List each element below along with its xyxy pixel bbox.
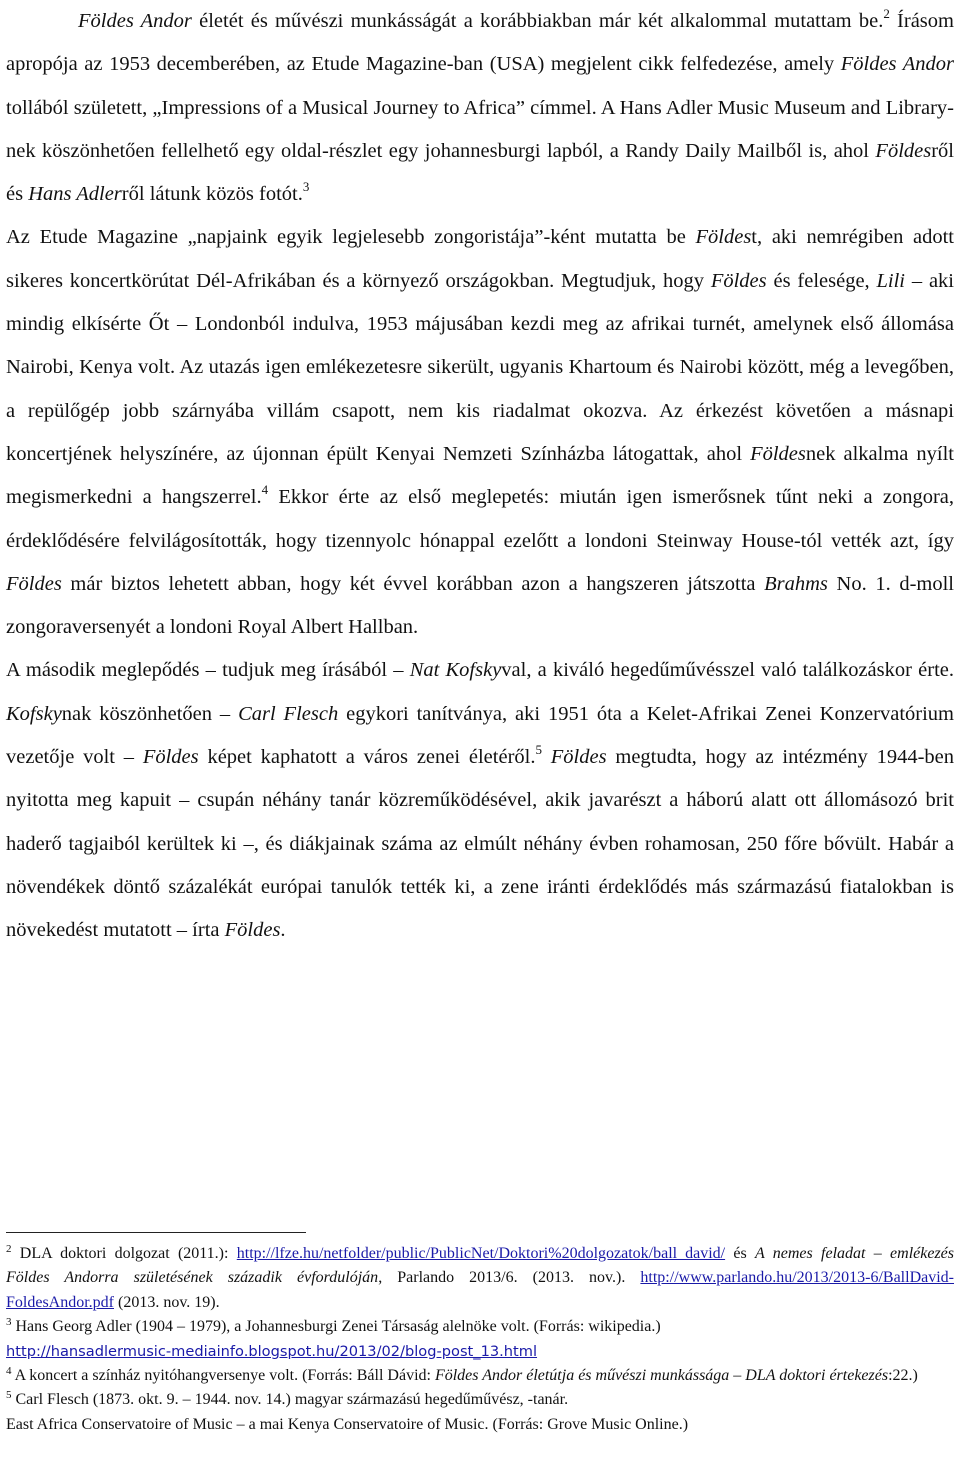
footnote-ref-4[interactable]: 4 (261, 482, 269, 498)
text-span: ről és (6, 139, 954, 206)
body-text (6, 0, 954, 953)
text-span: t, aki nemrégiben adott sikeres koncertkörútat Dél-Afrikában és a környező országokban. Megtudjuk, hogy (6, 226, 955, 292)
text-span: Földes (142, 746, 199, 769)
text-span: , Parlando 2013/6. (2013. nov.). (378, 1269, 641, 1287)
footnote-number: 4 (6, 1365, 12, 1378)
text-span: megtudta, hogy az intézmény 1944-ben nyitotta meg kapuit – csupán néhány tanár közreműködésével, akik javarészt a háború alatt ott állomásozó brit haderő tagjaiból kerültek ki –, és diákjainak száma az elmúlt néhány évben rohamosan, 250 főre bővült. Habár a növendékek döntő százalékát európai tanulók tették ki, a zene iránti érdeklődés más származású fiatalokban is növekedést mutatott – írta (6, 746, 955, 942)
text-span: már biztos lehetett abban, hogy két évvel korábban azon a hangszeren játszotta (61, 572, 765, 595)
text-span: képet kaphatott a város zenei életéről. (198, 746, 536, 769)
page (6, 0, 954, 953)
text-span: – aki mindig elkísérte Őt – Londonból indulva, 1953 májusában kezdi meg az afrikai turnét, amelynek első állomása Nairobi, Kenya volt. Az utazás igen emlékezetesre sikerült, ugyanis Khartoum és Nairobi között, még a levegőben, a repülőgép jobb szárnyába villám csapott, nem kis riadalmat okozva. Az érkezést követően a másnapi koncertjének helyszínére, az újonnan épült Kenyai Nemzeti Színházba látogattak, ahol (6, 269, 954, 465)
text-span: ről látunk közös fotót. (121, 183, 303, 206)
footnote-5 (6, 1388, 954, 1437)
text-span: Földes Andor (78, 10, 192, 32)
text-span: . (280, 919, 286, 942)
text-span: :22.) (888, 1367, 918, 1385)
text-span: val, a kiváló hegedűművésszel való találkozáskor érte. (501, 659, 954, 682)
text-span: Brahms (764, 572, 828, 595)
text-span: Földes (695, 226, 752, 249)
text-span: A koncert a színház nyitóhangversenye volt. (Forrás: Báll Dávid: (11, 1367, 435, 1385)
text-span: nak köszönhetően – (61, 702, 239, 725)
text-span: és felesége, (766, 269, 877, 292)
text-span: egykori tanítványa, aki 1951 óta a Kelet-Afrikai Zenei Konzervatórium vezetője volt – (6, 702, 954, 769)
paragraph-1 (6, 0, 954, 216)
footnote-4 (6, 1364, 954, 1388)
text-span: No. 1. d-moll zongoraversenyét a londoni Royal Albert Hallban. (6, 572, 954, 639)
text-span: Carl Flesch (1873. okt. 9. – 1944. nov. 14.) magyar származású hegedűművész, -tanár. (11, 1391, 569, 1409)
footnote-link-lfze[interactable]: http://lfze.hu/netfolder/public/PublicNet/Doktori%20dolgozatok/ball_david/ (236, 1245, 726, 1262)
text-span: Az Etude Magazine „napjaink egyik legjelesebb zongoristája”-ként mutatta be (6, 226, 696, 249)
text-span: Hans Georg Adler (1904 – 1979), a Johannesburgi Zenei Társaság alelnöke volt. (Forrás: wikipedia.) (11, 1318, 661, 1336)
text-span: Carl Flesch (238, 702, 339, 725)
footnote-separator (6, 1232, 306, 1233)
text-span: Földes (224, 919, 281, 942)
footnotes (6, 1242, 954, 1437)
footnote-link-parlando[interactable]: http://www.parlando.hu/2013/2013-6/BallDavid-FoldesAndor.pdf (6, 1269, 954, 1311)
text-span: Lili (876, 269, 906, 292)
footnote-ref-5[interactable]: 5 (535, 742, 542, 758)
text-span: East Africa Conservatoire of Music – a mai Kenya Conservatoire of Music. (Forrás: Grove Music Online.) (6, 1415, 689, 1433)
text-span: Földes Andor (840, 53, 954, 76)
paragraph-2 (6, 216, 954, 649)
text-span: A második meglepődés – tudjuk meg írásából – (6, 659, 410, 682)
text-span: nek alkalma nyílt megismerkedni a hangszerrel. (6, 442, 955, 509)
text-span: Földes (750, 442, 806, 465)
text-span: Ekkor érte az első meglepetés: miután igen ismerősnek tűnt neki a zongora, érdeklődésére felvilágosították, hogy tizennyolc hónappal ezelőtt a londoni Steinway House-tól vették azt, így (6, 486, 954, 552)
text-span: Földes (875, 139, 932, 162)
footnote-link-hansadler[interactable]: http://hansadlermusic-mediainfo.blogspot.hu/2013/02/blog-post_13.html (6, 1342, 538, 1360)
text-span: Nat Kofsky (409, 659, 502, 682)
text-span: Írásom apropója az 1953 decemberében, az Etude Magazine-ban (USA) megjelent cikk felfedezése, amely (6, 10, 954, 76)
text-span: tollából született, „Impressions of a Musical Journey to Africa” címmel. A Hans Adler Music Museum and Library-nek köszönhetően fellelhető egy oldal-részlet egy johannesburgi lapból, a Randy Daily Mailből is, ahol (6, 96, 954, 162)
footnote-ref-2[interactable]: 2 (883, 6, 890, 21)
text-span: Hans Adler (28, 183, 122, 206)
text-span: Kofsky (6, 702, 62, 725)
text-span: Földes (710, 269, 767, 292)
footnote-2 (6, 1242, 954, 1315)
footnote-number: 5 (6, 1389, 12, 1402)
footnote-3 (6, 1315, 954, 1364)
footnote-number: 2 (6, 1243, 12, 1255)
text-span: életét és művészi munkásságát a korábbiakban már két alkalommal mutattam be. (191, 10, 884, 32)
text-span: DLA doktori dolgozat (2011.): (11, 1245, 237, 1262)
text-span: Földes (550, 746, 607, 769)
footnote-ref-3[interactable]: 3 (302, 179, 310, 195)
paragraph-3 (6, 649, 954, 952)
text-span: A nemes feladat – emlékezés Földes Andorra születésének századik évfordulóján (6, 1245, 955, 1287)
text-span: (2013. nov. 19). (114, 1293, 220, 1311)
footnote-number: 3 (6, 1316, 12, 1329)
text-span: Földes Andor életútja és művészi munkássága – DLA doktori értekezés (434, 1367, 889, 1385)
text-span: és (725, 1245, 755, 1262)
text-span: Földes (6, 572, 62, 595)
text-span (542, 746, 551, 768)
